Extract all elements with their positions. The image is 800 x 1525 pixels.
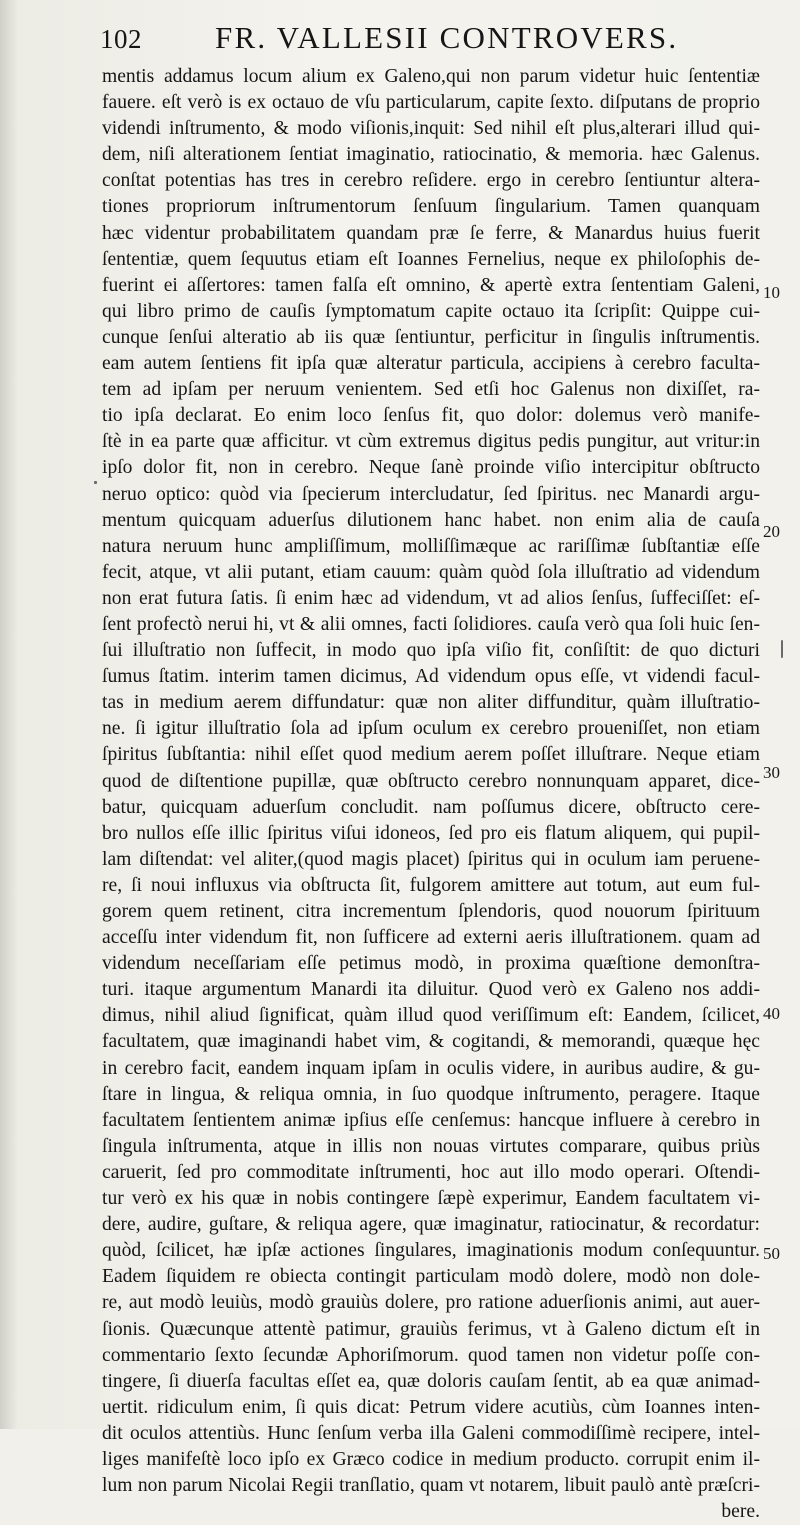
text-line: gorem quem retinent, citra incrementum ſplendoris, quod nouorum ſpirituum — [102, 901, 760, 922]
print-speck — [94, 481, 97, 484]
text-line: ſionis. Quæcunque attentè patimur, grauiùs ferimus, vt à Galeno dictum eſt in — [102, 1318, 760, 1340]
text-line: mentis addamus locum alium ex Galeno,qui non parum videtur huic ſententiæ — [102, 66, 760, 87]
margin-line-number: 20 — [763, 522, 780, 541]
text-line: eam autem ſentiens fit ipſa quæ alteratur particula, accipiens à cerebro faculta- — [102, 353, 760, 375]
text-line: qui libro primo de cauſis ſymptomatum capite octauo ita ſcripſit: Quippe cui- — [102, 300, 760, 322]
text-line: tiones propriorum inſtrumentorum ſenſuum ſingularium. Tamen quanquam — [102, 196, 760, 218]
text-line: commentario ſexto ſecundæ Aphoriſmorum. quod tamen non videtur poſſe con- — [102, 1344, 760, 1366]
print-speck — [781, 640, 783, 658]
text-line: quòd, ſcilicet, hæ ipſæ actiones ſingulares, imaginationis modum conſequuntur. — [102, 1240, 760, 1262]
text-line: ſtè in ea parte quæ afficitur. vt cùm extremus digitus pedis pungitur, aut vritur:in — [102, 431, 760, 453]
text-line: bere. — [721, 1501, 760, 1523]
text-line: ſententiæ, quem ſequutus etiam eſt Ioannes Fernelius, neque ex philoſophis de- — [102, 248, 760, 270]
text-line: in cerebro facit, eandem inquam ipſam in oculis videre, in auribus audire, & gu- — [102, 1057, 760, 1079]
gutter-shadow — [0, 0, 18, 1429]
text-line: fecit, atque, vt alii putant, etiam cauum: quàm quòd ſola illuſtratio ad videndum — [102, 561, 760, 583]
page-header — [100, 20, 740, 60]
text-line: facultatem ſentientem animæ ipſius eſſe cenſemus: hancque influere à cerebro in — [102, 1109, 760, 1131]
page-number: 102 — [100, 24, 142, 54]
text-line: fauere. eſt verò is ex octauo de vſu particularum, capite ſexto. diſputans de proprio — [102, 92, 760, 114]
margin-line-number: 10 — [763, 283, 780, 302]
text-line: tas in medium aerem diffundatur: quæ non aliter diffunditur, quàm illuſtratio- — [102, 692, 760, 714]
text-line: uertit. ridiculum enim, ſi quis dicat: Petrum videre acutiùs, cùm Ioannes inten- — [102, 1396, 760, 1418]
text-line: ſpiritus ſubſtantia: nihil eſſet quod medium aerem poſſet illuſtrare. Neque etiam — [102, 744, 760, 766]
text-line: dere, audire, guſtare, & reliqua agere, quæ imaginatur, ratiocinatur, & recordatur: — [102, 1214, 760, 1236]
text-line: videndi inſtrumento, & modo viſionis,inquit: Sed nihil eſt plus,alterari illud qui- — [102, 118, 760, 140]
text-line: tur verò ex his quæ in nobis contingere ſæpè experimur, Eandem facultatem vi- — [102, 1188, 760, 1210]
text-line: batur, quicquam aduerſum concludit. nam poſſumus dicere, obſtructo cere- — [102, 796, 760, 818]
text-line: quod de diſtentione pupillæ, quæ obſtructo cerebro nonnunquam apparet, dice- — [102, 770, 760, 792]
margin-line-number: 30 — [763, 763, 780, 782]
margin-line-number: 50 — [763, 1244, 780, 1263]
text-line: neruo optico: quòd via ſpecierum intercludatur, ſed ſpiritus. nec Manardi argu- — [102, 483, 760, 505]
text-line: dit oculos attentiùs. Hunc ſenſum verba illa Galeni commodiſſimè recipere, intel- — [102, 1422, 760, 1444]
text-line: ſent profectò nerui hi, vt & alii omnes, facti ſolidiores. cauſa verò qua ſoli huic ſen- — [102, 613, 760, 635]
text-line: hæc videntur probabilitatem quandam præ ſe ferre, & Manardus huius fuerit — [102, 222, 760, 244]
text-line: ſingula inſtrumenta, atque in illis non nouas virtutes comparare, quibus priùs — [102, 1135, 760, 1157]
text-line: turi. itaque argumentum Manardi ita diluitur. Quod verò ex Galeno nos addi- — [102, 979, 760, 1001]
running-head: FR. VALLESII CONTROVERS. — [215, 20, 679, 55]
text-line: fuerint ei aſſertores: tamen falſa eſt omnino, & apertè extra ſententiam Galeni, — [102, 274, 760, 296]
text-line: videndum neceſſariam eſſe petimus modò, in proxima quæſtione demonſtra- — [102, 953, 760, 975]
text-line: tingere, ſi diuerſa facultas eſſet ea, quæ doloris cauſam ſentit, ab ea quæ animad- — [102, 1370, 760, 1392]
text-line: dem, niſi alterationem ſentiat imaginatio, ratiocinatio, & memoria. hæc Galenus. — [102, 144, 760, 166]
text-line: bro nullos eſſe illic ſpiritus viſui idoneos, ſed pro eis flatum aliquem, qui pupil- — [102, 822, 760, 844]
text-line: facultatem, quæ imaginandi habet vim, & cogitandi, & memorandi, quæque hęc — [102, 1031, 760, 1053]
text-line: natura neruum hunc ampliſſimum, molliſſimæque ac rariſſimæ ſubſtantiæ eſſe — [102, 535, 760, 557]
text-line: tem ad ipſam per neruum venientem. Sed etſi hoc Galenus non dixiſſet, ra- — [102, 379, 760, 401]
margin-line-number: 40 — [763, 1004, 780, 1023]
text-line: ipſo dolor fit, non in cerebro. Neque ſanè proinde viſio intercipitur obſtructo — [102, 457, 760, 479]
text-line: non erat futura ſatis. ſi enim hæc ad videndum, vt ad alios ſenſus, ſuffeciſſet: eſ- — [102, 587, 760, 609]
text-line: liges manifeſtè loco ipſo ex Græco codice in medium producto. corrupit enim il- — [102, 1448, 760, 1470]
text-line: lam diſtendat: vel aliter,(quod magis placet) ſpiritus qui in oculum iam peruene- — [102, 848, 760, 870]
text-line: cunque ſenſui alteratio ab iis quæ ſentiuntur, perficitur in ſingulis inſtrumentis. — [102, 326, 760, 348]
body-text — [102, 64, 760, 1525]
text-line: lum non parum Nicolai Regii tranſlatio, quam vt notarem, libuit paulò antè præſcri- — [102, 1475, 760, 1497]
text-line: re, aut modò leuiùs, modò grauiùs dolere, pro ratione aduerſionis animi, aut auer- — [102, 1292, 760, 1314]
text-line: Eadem ſiquidem re obiecta contingit particulam modò dolere, modò non dole- — [102, 1266, 760, 1288]
text-line: tio ipſa declarat. Eo enim loco ſenſus fit, quo dolor: dolemus verò manife- — [102, 405, 760, 427]
text-line: ſtare in lingua, & reliqua omnia, in ſuo quodque inſtrumento, peragere. Itaque — [102, 1083, 760, 1105]
text-line: ſui illuſtratio non ſuffecit, in modo quo ipſa viſio fit, conſiſtit: de quo dicturi — [102, 640, 760, 662]
text-line: caruerit, ſed pro commoditate inſtrumenti, hoc aut illo modo operari. Oſtendi- — [102, 1161, 760, 1183]
text-line: dimus, nihil aliud ſignificat, quàm illud quod veriſſimum eſt: Eandem, ſcilicet, — [102, 1005, 760, 1027]
text-line: ſumus ſtatim. interim tamen dicimus, Ad videndum opus eſſe, vt videndi facul- — [102, 666, 760, 688]
text-line: mentum quicquam aduerſus dilutionem hanc habet. non enim alia de cauſa — [102, 509, 760, 531]
text-line: conſtat potentias has tres in cerebro reſidere. ergo in cerebro ſentiuntur altera- — [102, 170, 760, 192]
text-line: acceſſu inter videndum fit, non ſufficere ad externi aeris illuſtrationem. quam ad — [102, 927, 760, 949]
text-line: re, ſi noui influxus via obſtructa ſit, fulgorem amittere aut totum, aut eum ful- — [102, 874, 760, 896]
text-line: ne. ſi igitur illuſtratio ſola ad ipſum oculum ex cerebro proueniſſet, non etiam — [102, 718, 760, 740]
